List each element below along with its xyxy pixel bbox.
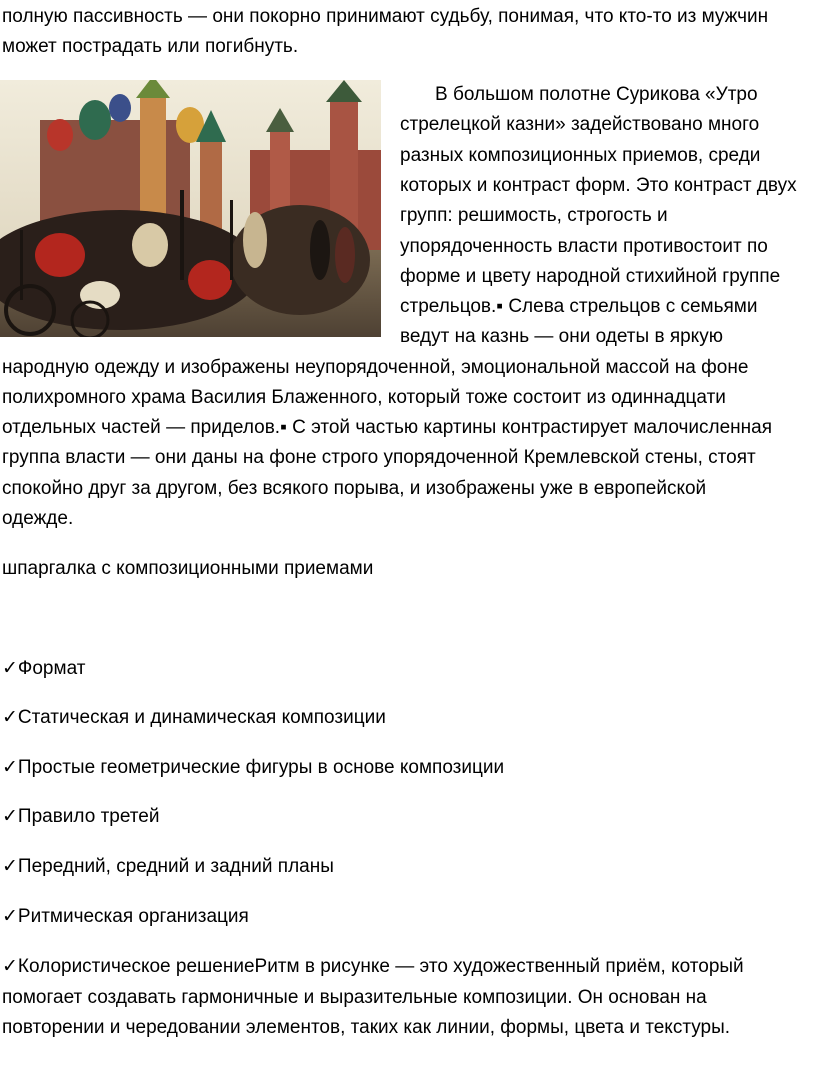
list-item-label: Простые геометрические фигуры в основе композиции: [17, 757, 505, 778]
list-item: [2, 802, 159, 832]
list-item: [2, 753, 504, 783]
text-line: стрельцов.▪ Слева стрельцов с семьями: [400, 296, 758, 317]
checkmark-icon: ✓: [2, 707, 18, 728]
text-line: отдельных частей — приделов.▪ С этой частью картины контрастирует малочисленная: [2, 417, 772, 438]
text-line: повторении и чередовании элементов, таких как линии, формы, цвета и текстуры.: [2, 1017, 731, 1038]
list-item-label: Колористическое решениеРитм в рисунке — это художественный приём, который: [17, 956, 744, 977]
list-item: [2, 902, 249, 932]
text-line: ведут на казнь — они одеты в яркую: [400, 326, 723, 347]
checkmark-icon: ✓: [2, 906, 18, 927]
list-item-label: Правило третей: [17, 806, 160, 827]
text-line: групп: решимость, строгость и: [400, 205, 668, 226]
text-line: одежде.: [2, 508, 74, 529]
text-line: может пострадать или погибнуть.: [2, 36, 299, 57]
text-line: упорядоченность власти противостоит по: [400, 236, 768, 257]
list-item: [2, 703, 386, 733]
list-item-label: Передний, средний и задний планы: [17, 856, 334, 877]
checkmark-icon: ✓: [2, 956, 18, 977]
painting-image: [0, 80, 381, 337]
list-item: [2, 852, 334, 882]
checkmark-icon: ✓: [2, 757, 18, 778]
text-line: стрелецкой казни» задействовано много: [400, 114, 760, 135]
list-item-label: Ритмическая организация: [17, 906, 249, 927]
text-line: помогает создавать гармоничные и выразительные композиции. Он основан на: [2, 987, 707, 1008]
cheatsheet-title: шпаргалка с композиционными приемами: [2, 558, 374, 579]
text-line: разных композиционных приемов, среди: [400, 145, 761, 166]
text-line: группа власти — они даны на фоне строго упорядоченной Кремлевской стены, стоят: [2, 447, 756, 468]
text-line: полихромного храма Василия Блаженного, который тоже состоит из одиннадцати: [2, 387, 726, 408]
painting-illustration: [0, 80, 381, 337]
checkmark-icon: ✓: [2, 806, 18, 827]
text-line: В большом полотне Сурикова «Утро: [435, 84, 758, 105]
list-item-label: Статическая и динамическая композиции: [17, 707, 386, 728]
checkmark-icon: ✓: [2, 658, 18, 679]
text-line: которых и контраст форм. Это контраст двух: [400, 175, 797, 196]
text-line: народную одежду и изображены неупорядоченной, эмоциональной массой на фоне: [2, 357, 749, 378]
list-item: [2, 654, 85, 684]
list-item-label: Формат: [17, 658, 86, 679]
text-line: спокойно друг за другом, без всякого порыва, и изображены уже в европейской: [2, 478, 707, 499]
checkmark-icon: ✓: [2, 856, 18, 877]
text-line: форме и цвету народной стихийной группе: [400, 266, 781, 287]
text-line: полную пассивность — они покорно принимают судьбу, понимая, что кто-то из мужчин: [2, 6, 769, 27]
list-item: [2, 952, 744, 982]
